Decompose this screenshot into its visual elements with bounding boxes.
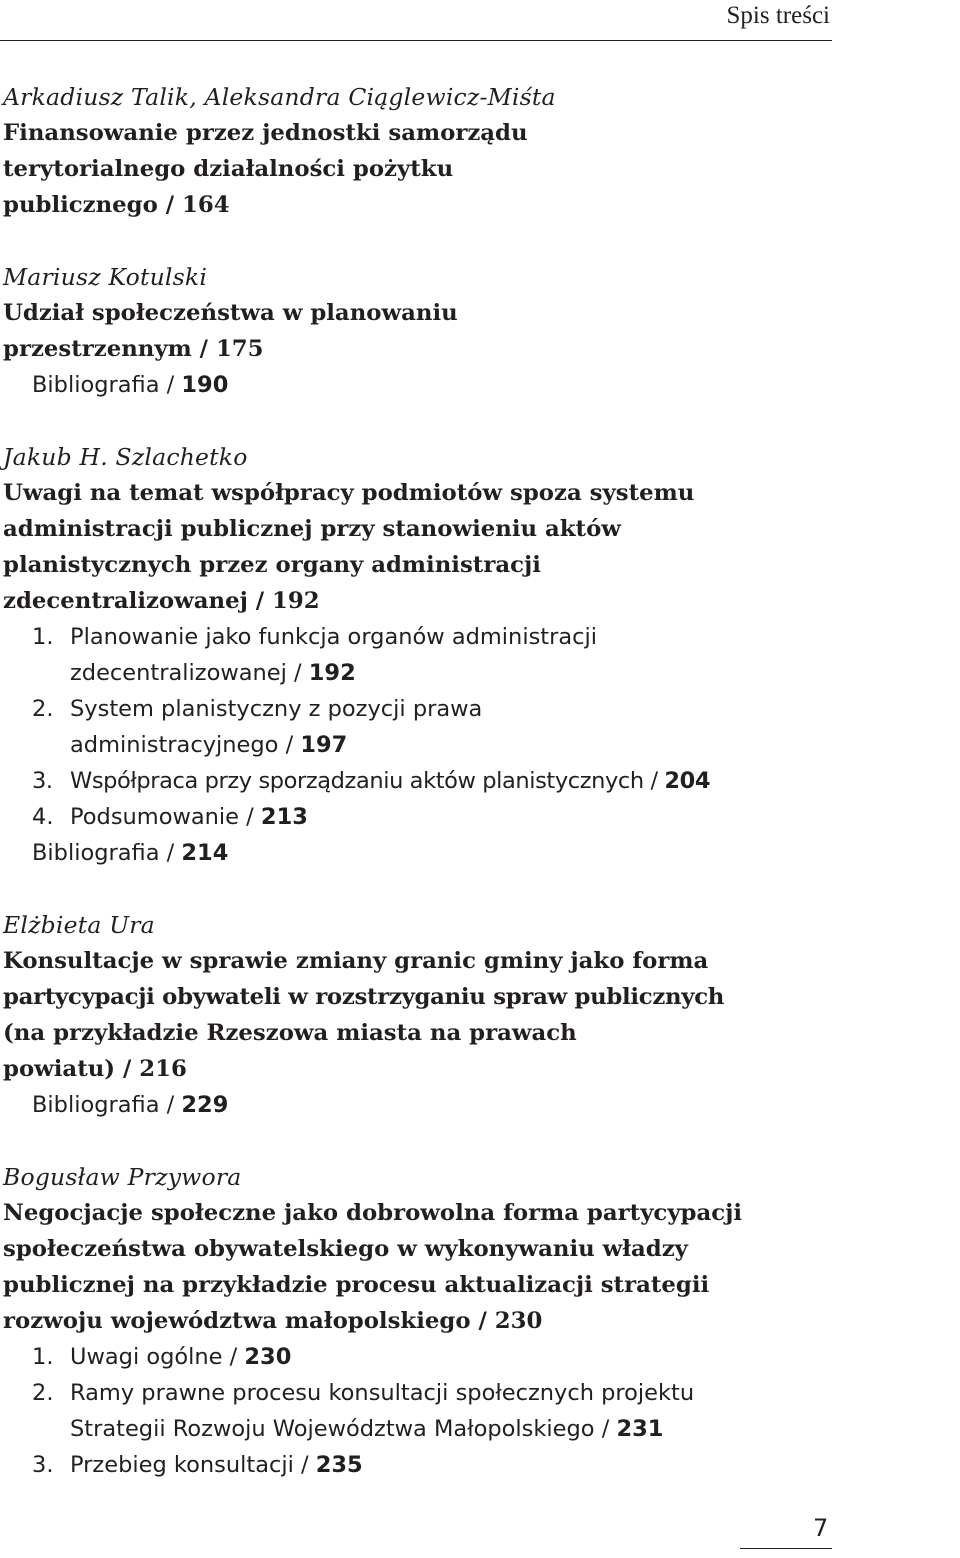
bibliography-label: Bibliografia / — [32, 1092, 182, 1118]
section-text: Planowanie jako funkcja organów administracji — [70, 624, 598, 650]
section-number: 3. — [32, 768, 53, 794]
entry-title-line: partycypacji obywateli w rozstrzyganiu spraw publicznych — [3, 984, 725, 1010]
bibliography-line — [32, 1090, 228, 1120]
bibliography-label: Bibliografia / — [32, 372, 182, 398]
section-text: Ramy prawne procesu konsultacji społecznych projektu — [70, 1380, 695, 1406]
section-text: administracyjnego / — [70, 732, 301, 758]
section-number: 2. — [32, 1380, 54, 1406]
bibliography-line — [32, 370, 228, 400]
entry-title-line: administracji publicznej przy stanowieniu aktów — [3, 516, 621, 542]
section-item — [32, 802, 308, 832]
section-item — [32, 622, 597, 652]
entry-author: Elżbieta Ura — [3, 911, 155, 939]
section-item-continuation — [70, 658, 356, 688]
running-header-title: Spis treści — [726, 2, 830, 29]
entry-title-line: Finansowanie przez jednostki samorządu — [3, 120, 528, 146]
page-ref: 230 — [244, 1344, 292, 1370]
entry-author: Arkadiusz Talik, Aleksandra Ciąglewicz-Miśta — [3, 83, 556, 111]
entry-title-line: planistycznych przez organy administracji — [3, 552, 541, 578]
section-item-continuation — [70, 730, 347, 760]
bibliography-line — [32, 838, 228, 868]
section-item — [32, 1450, 363, 1480]
section-number: 1. — [32, 624, 54, 650]
entry-title-line: przestrzennym / 175 — [3, 336, 264, 362]
entry-title-line: rozwoju województwa małopolskiego / 230 — [3, 1308, 543, 1334]
entry-author: Mariusz Kotulski — [3, 263, 208, 291]
entry-title-line: społeczeństwa obywatelskiego w wykonywaniu władzy — [3, 1236, 688, 1262]
entry-title-line: publicznego / 164 — [3, 192, 230, 218]
section-text: Strategii Rozwoju Województwa Małopolskiego / — [70, 1416, 617, 1442]
section-number: 4. — [32, 804, 54, 830]
section-item — [32, 1378, 694, 1408]
page-ref: 229 — [181, 1092, 229, 1118]
page-ref: 197 — [300, 732, 348, 758]
entry-title-line: Uwagi na temat współpracy podmiotów spoza systemu — [3, 480, 695, 506]
page-ref: 192 — [308, 660, 356, 686]
entry-title-line: zdecentralizowanej / 192 — [3, 588, 320, 614]
header-divider — [0, 40, 832, 41]
page-ref: 231 — [616, 1416, 664, 1442]
entry-title-line: powiatu) / 216 — [3, 1056, 187, 1082]
section-text: System planistyczny z pozycji prawa — [70, 696, 483, 722]
entry-title-line: Negocjacje społeczne jako dobrowolna forma partycypacji — [3, 1200, 743, 1226]
footer-divider — [740, 1548, 832, 1549]
page-ref: 214 — [181, 840, 229, 866]
entry-author: Bogusław Przywora — [3, 1163, 242, 1191]
entry-author: Jakub H. Szlachetko — [3, 443, 248, 471]
section-number: 1. — [32, 1344, 54, 1370]
page-ref: 213 — [260, 804, 308, 830]
entry-title-line: Konsultacje w sprawie zmiany granic gminy jako forma — [3, 948, 709, 974]
entry-title-line: Udział społeczeństwa w planowaniu — [3, 300, 458, 326]
page-ref: 190 — [181, 372, 229, 398]
section-number: 3. — [32, 1452, 54, 1478]
entry-title-line: (na przykładzie Rzeszowa miasta na prawach — [3, 1020, 577, 1046]
section-text: Podsumowanie / — [70, 804, 261, 830]
section-text: Uwagi ogólne / — [70, 1344, 245, 1370]
section-text: Współpraca przy sporządzaniu aktów planistycznych / — [70, 768, 665, 794]
section-text: zdecentralizowanej / — [70, 660, 309, 686]
bibliography-label: Bibliografia / — [32, 840, 182, 866]
page-ref: 204 — [664, 768, 711, 794]
section-item-continuation — [70, 1414, 663, 1444]
section-item — [32, 694, 482, 724]
entry-title-line: terytorialnego działalności pożytku — [3, 156, 454, 182]
section-item — [32, 1342, 291, 1372]
page-number: 7 — [813, 1514, 829, 1542]
section-text: Przebieg konsultacji / — [70, 1452, 316, 1478]
page-ref: 235 — [315, 1452, 363, 1478]
section-item — [32, 766, 710, 796]
section-number: 2. — [32, 696, 54, 722]
entry-title-line: publicznej na przykładzie procesu aktualizacji strategii — [3, 1272, 710, 1298]
